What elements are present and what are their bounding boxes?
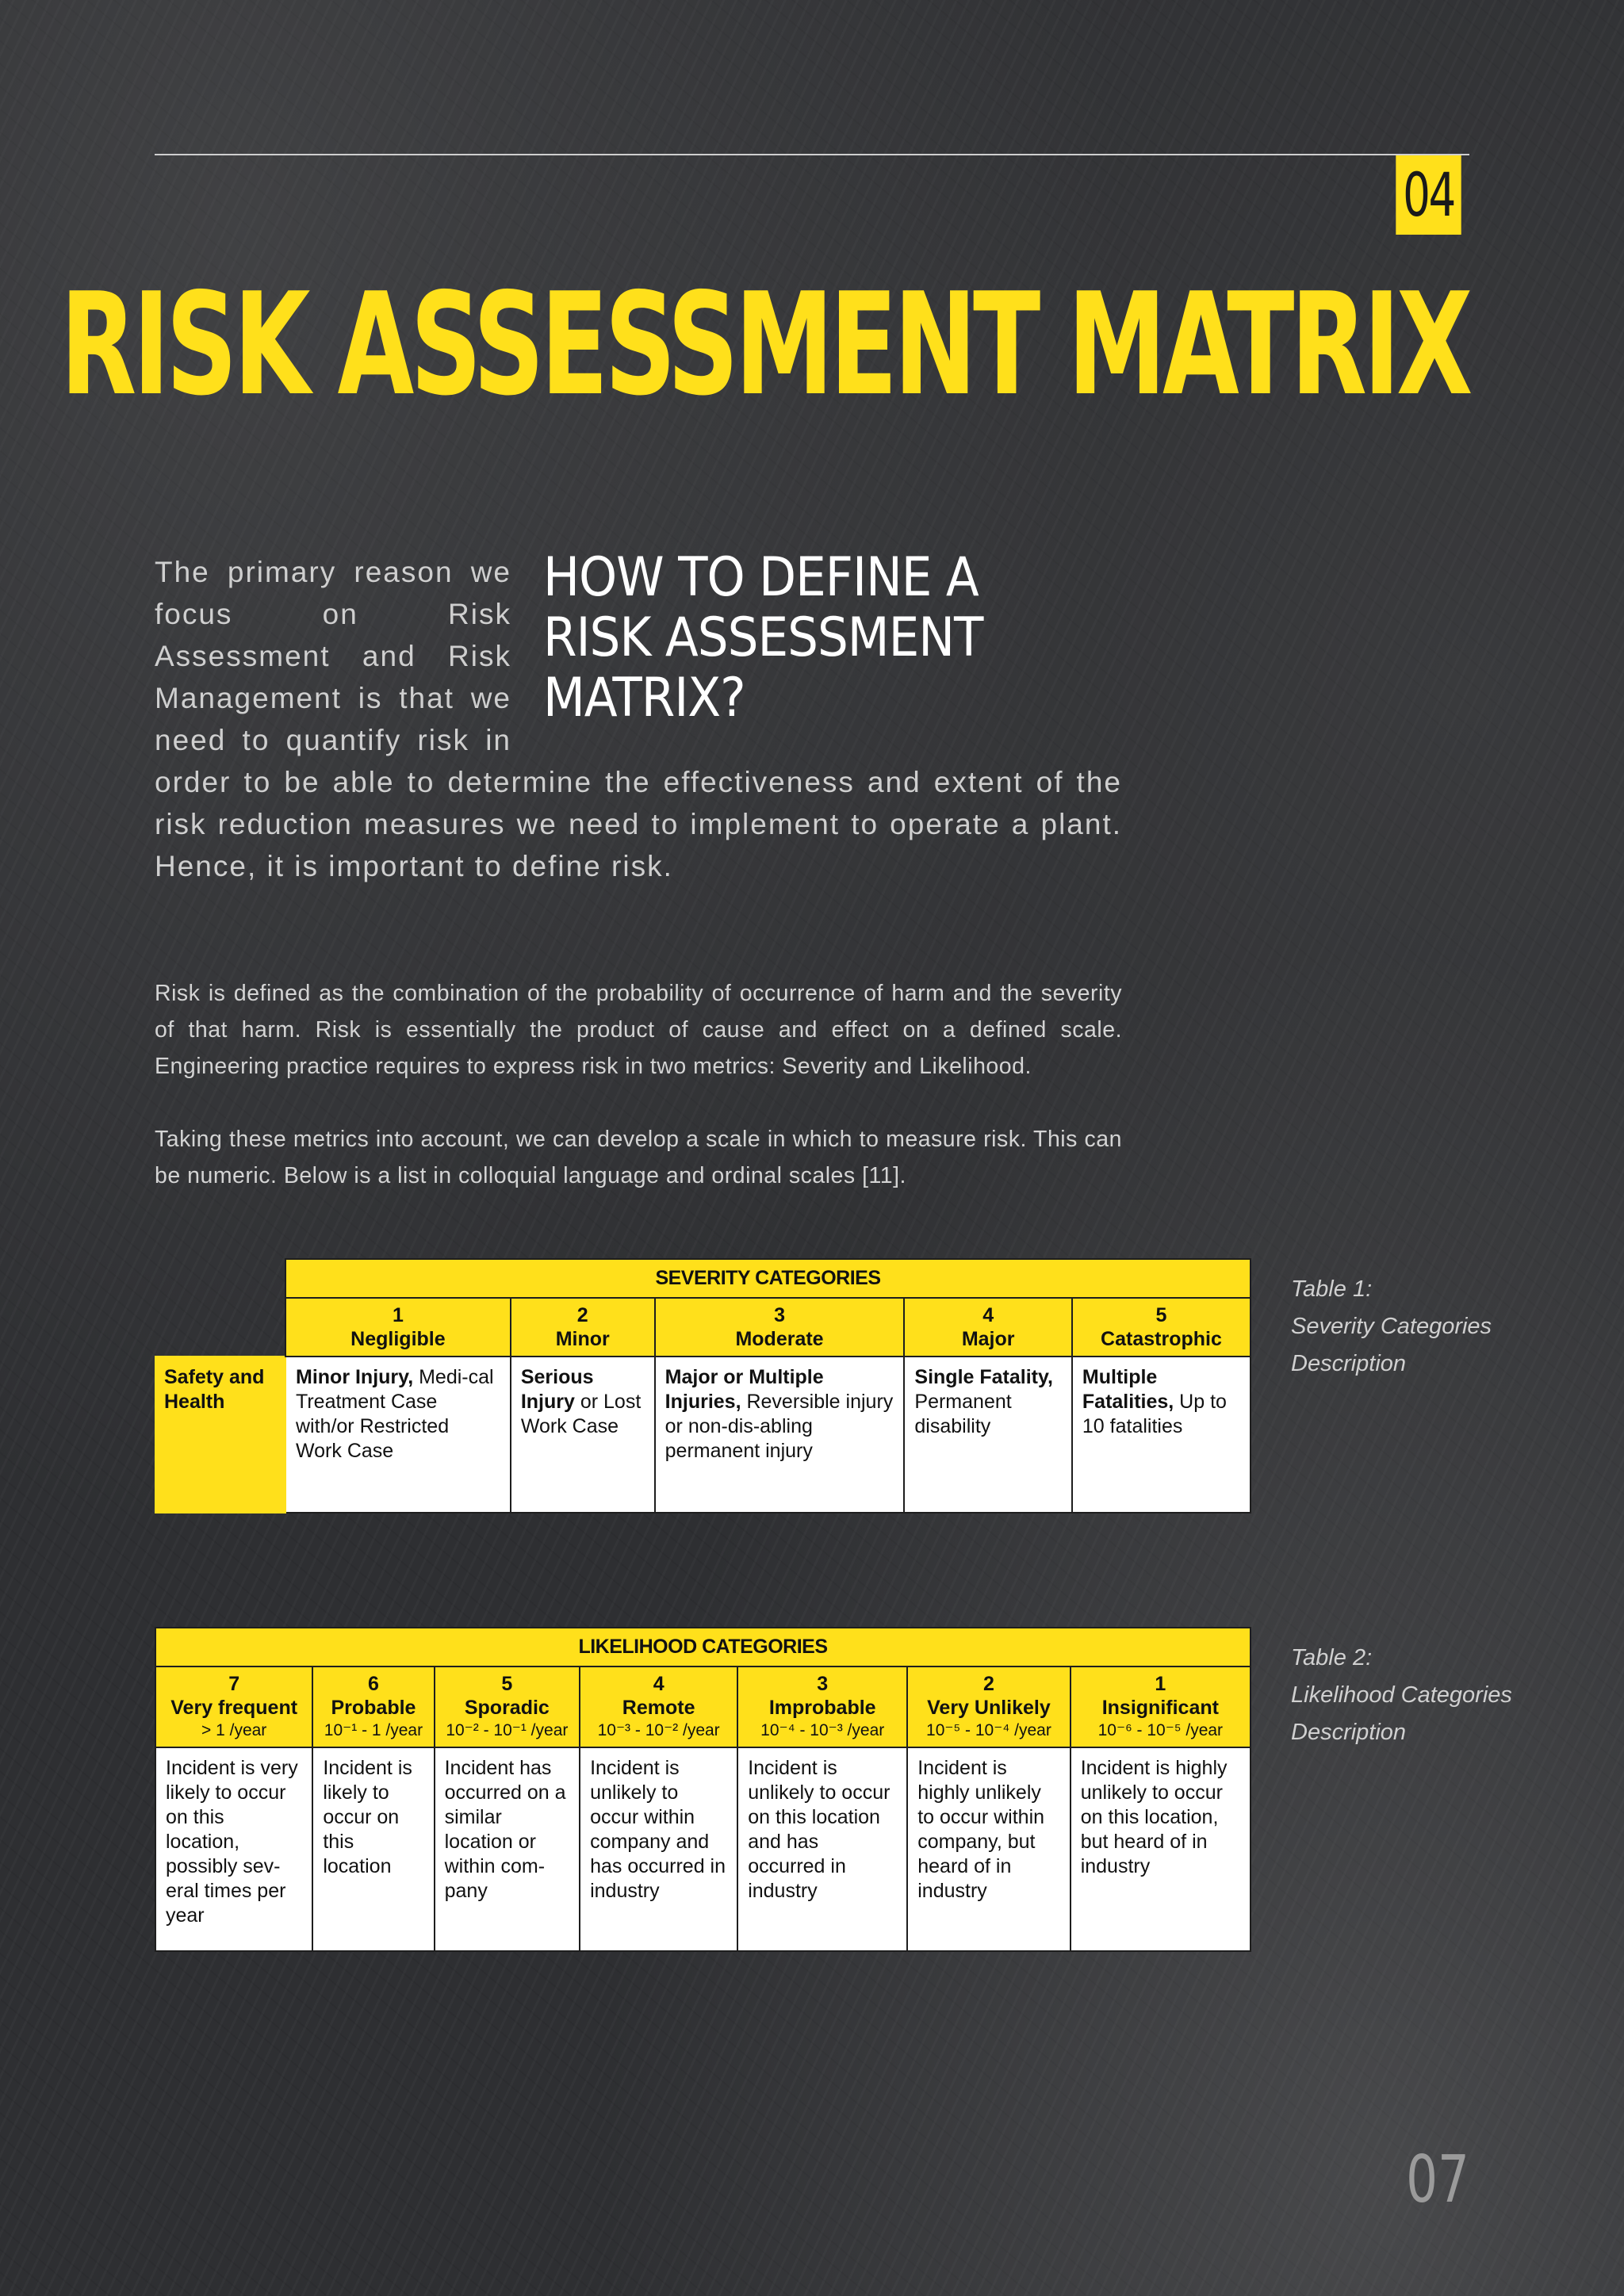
likelihood-description-cell: Incident is very likely to occur on this location, possibly sev-eral times per year — [155, 1747, 312, 1951]
likelihood-level-name: Remote — [622, 1697, 695, 1719]
likelihood-level-name: Probable — [331, 1697, 416, 1719]
severity-column-header — [904, 1298, 1072, 1357]
severity-level-number: 1 — [392, 1304, 404, 1326]
risk-definition-paragraph: Risk is defined as the combination of the probability of occurrence of harm and the severity of that harm. Risk is essentially the product of cause and effect on a defined scale. Engineering practice requires to express risk in two metrics: Severity and Likelihood. — [155, 981, 1122, 1079]
likelihood-level-number: 5 — [501, 1673, 513, 1695]
severity-description-bold: Multiple Fatalities, — [1082, 1366, 1174, 1413]
likelihood-level-number: 7 — [228, 1673, 240, 1695]
likelihood-column-header — [907, 1667, 1070, 1747]
table-2-caption — [1291, 1640, 1512, 1751]
row-label-safety-health — [155, 1357, 285, 1513]
severity-level-number: 3 — [774, 1304, 785, 1326]
severity-level-number: 4 — [982, 1304, 994, 1326]
severity-description-bold: Major or Multiple Injuries, — [665, 1366, 824, 1413]
likelihood-column-header — [580, 1667, 737, 1747]
top-rule — [155, 154, 1469, 155]
likelihood-level-number: 6 — [368, 1673, 379, 1695]
severity-level-number: 5 — [1155, 1304, 1167, 1326]
table-corner — [155, 1298, 285, 1357]
likelihood-column-header — [155, 1667, 312, 1747]
caption-line: Description — [1291, 1351, 1407, 1376]
likelihood-table-header: LIKELIHOOD CATEGORIES — [155, 1628, 1251, 1667]
likelihood-frequency-range: > 1 /year — [201, 1721, 267, 1739]
severity-description-cell — [655, 1357, 905, 1513]
severity-description-bold: Minor Injury, — [296, 1366, 414, 1388]
severity-description-cell — [285, 1357, 511, 1513]
subheading-line-2: RISK ASSESSMENT MATRIX? — [543, 607, 983, 729]
likelihood-categories-table — [155, 1627, 1251, 1952]
row-label-line: Safety and — [164, 1366, 265, 1388]
likelihood-level-name: Very frequent — [170, 1697, 298, 1719]
severity-description-text: Medi-cal Treatment Case with/or Restricted Work Case — [296, 1366, 494, 1462]
page-title: RISK ASSESSMENT MATRIX — [60, 262, 1469, 427]
caption-line: Severity Categories — [1291, 1314, 1492, 1339]
severity-level-name: Moderate — [735, 1328, 824, 1350]
likelihood-description-cell: Incident has occurred on a similar location or within com-pany — [435, 1747, 580, 1951]
likelihood-description-cell: Incident is likely to occur on this location — [312, 1747, 434, 1951]
severity-column-header — [285, 1298, 511, 1357]
likelihood-frequency-range: 10⁻³ - 10⁻² /year — [597, 1721, 720, 1739]
likelihood-level-name: Sporadic — [464, 1697, 550, 1719]
severity-description-text: Up to 10 fatalities — [1082, 1391, 1227, 1437]
section-subheading — [543, 548, 1122, 729]
severity-description-bold: Single Fatality, — [914, 1366, 1053, 1388]
severity-description-cell — [511, 1357, 655, 1513]
severity-column-header — [1072, 1298, 1251, 1357]
page-number: 07 — [1406, 2142, 1469, 2218]
likelihood-level-number: 2 — [983, 1673, 994, 1695]
likelihood-column-header — [737, 1667, 907, 1747]
likelihood-frequency-range: 10⁻² - 10⁻¹ /year — [446, 1721, 569, 1739]
caption-line: Table 2: — [1291, 1645, 1373, 1670]
metrics-paragraph: Taking these metrics into account, we can develop a scale in which to measure risk. This can be numeric. Below is a list in colloquial language and ordinal scales [11]. — [155, 1127, 1122, 1188]
likelihood-level-name: Very Unlikely — [927, 1697, 1051, 1719]
likelihood-level-number: 3 — [817, 1673, 829, 1695]
likelihood-description-cell: Incident is highly unlikely to occur within company, but heard of in industry — [907, 1747, 1070, 1951]
intro-block — [155, 546, 1122, 887]
severity-column-header — [655, 1298, 905, 1357]
severity-column-header — [511, 1298, 655, 1357]
severity-level-number: 2 — [576, 1304, 588, 1326]
table-1-caption — [1291, 1271, 1492, 1383]
likelihood-level-name: Improbable — [768, 1697, 876, 1719]
severity-description-bold: Serious Injury — [520, 1366, 594, 1413]
table-corner — [155, 1259, 285, 1298]
likelihood-description-cell: Incident is highly unlikely to occur on this location, but heard of in industry — [1071, 1747, 1251, 1951]
likelihood-column-header — [312, 1667, 434, 1747]
caption-line: Description — [1291, 1720, 1407, 1745]
subheading-line-1: HOW TO DEFINE A — [543, 546, 979, 609]
severity-level-name: Catastrophic — [1101, 1328, 1222, 1350]
likelihood-level-number: 1 — [1155, 1673, 1166, 1695]
likelihood-description-cell: Incident is unlikely to occur on this location and has occurred in industry — [737, 1747, 907, 1951]
intro-paragraph: The primary reason we focus on Risk Assessment and Risk Management is that we need to quantify risk in order to be able to determine the effectiveness and extent of the risk reduction measures we need to implement to operate a plant. Hence, it is important to define risk. — [155, 556, 1122, 882]
row-label-line: Health — [164, 1391, 225, 1413]
chapter-number-badge: 04 — [1396, 155, 1461, 235]
likelihood-level-name: Insignificant — [1101, 1697, 1219, 1719]
caption-line: Table 1: — [1291, 1276, 1373, 1302]
severity-description-text: Permanent disability — [914, 1391, 1012, 1437]
severity-description-text: or Lost Work Case — [520, 1391, 642, 1437]
likelihood-level-number: 4 — [653, 1673, 665, 1695]
severity-description-cell — [904, 1357, 1072, 1513]
severity-level-name: Major — [961, 1328, 1015, 1350]
likelihood-frequency-range: 10⁻⁶ - 10⁻⁵ /year — [1097, 1721, 1224, 1739]
severity-categories-table — [155, 1258, 1251, 1513]
severity-level-name: Minor — [555, 1328, 610, 1350]
likelihood-column-header — [1071, 1667, 1251, 1747]
severity-description-cell — [1072, 1357, 1251, 1513]
severity-table-header: SEVERITY CATEGORIES — [285, 1259, 1251, 1298]
caption-line: Likelihood Categories — [1291, 1682, 1512, 1708]
severity-level-name: Negligible — [350, 1328, 446, 1350]
likelihood-column-header — [435, 1667, 580, 1747]
likelihood-description-cell: Incident is unlikely to occur within company and has occurred in industry — [580, 1747, 737, 1951]
likelihood-frequency-range: 10⁻¹ - 1 /year — [324, 1721, 423, 1739]
likelihood-frequency-range: 10⁻⁴ - 10⁻³ /year — [760, 1721, 885, 1739]
severity-description-text: Reversible injury or non-dis-abling permanent injury — [665, 1391, 894, 1462]
likelihood-frequency-range: 10⁻⁵ - 10⁻⁴ /year — [926, 1721, 1051, 1739]
